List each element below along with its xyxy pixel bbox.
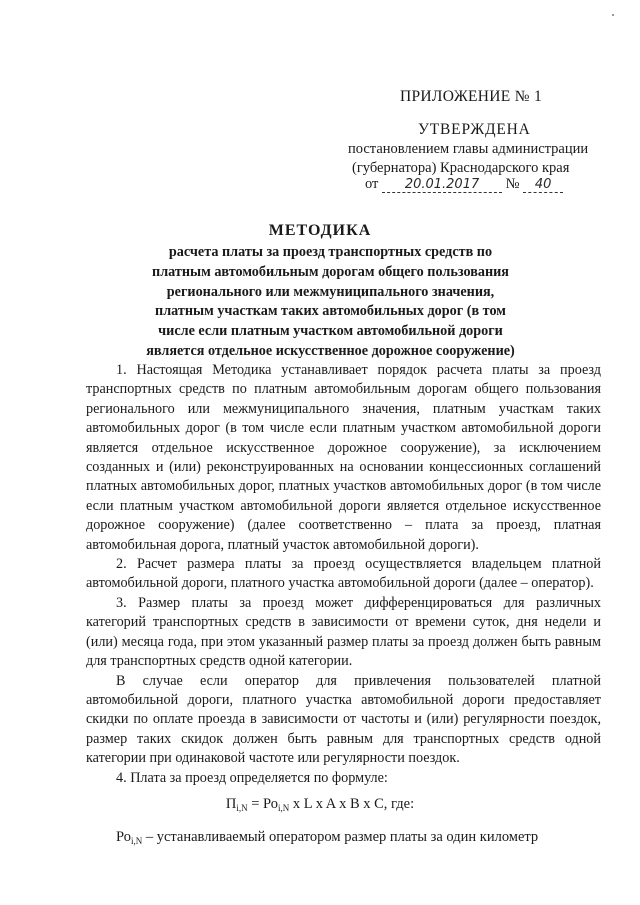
subtitle-line: платным автомобильным дорогам общего пользования (152, 263, 509, 280)
paragraph-3: 3. Размер платы за проезд может дифференцироваться для различных категорий транспортных средств в зависимости от времени суток, дня недели и (или) месяца года, при этом указанный размер платы за проезд должен быть равным для транспортных средств одной категории. (86, 594, 601, 670)
subtitle-line: является отдельное искусственное дорожное сооружение) (146, 342, 515, 359)
paragraph-1: 1. Настоящая Методика устанавливает порядок расчета платы за проезд транспортных средств по платным автомобильным дорогам общего пользования регионального или межмуниципального значения, платным участкам таких автомобильных дорог (в том числе если платным участком автомобильной дороги является отдельное искусственное дорожное сооружение), за исключением созданных и (или) реконструированных на основании концессионных соглашений платных автомобильных дорог, платных участков автомобильных дорог (в том числе если платным участком автомобильной дороги является отдельное искусственное дорожное сооружение) (далее соответственно – плата за проезд, платная автомобильная дорога, платный участок автомобильной дороги). (86, 362, 601, 553)
paragraph-3-continued: В случае если оператор для привлечения пользователей платной автомобильной дороги, платного участка автомобильной дороги предоставляет скидки по оплате проезда в зависимости от частоты и (или) регулярности поездок, размер таких скидок должен быть равным для транспортных средств одной категории при одинаковой частоте или регулярности поездок. (86, 672, 601, 767)
formula-rest: x L x A x B x C, где: (289, 796, 415, 812)
formula-ro-subscript: i,N (278, 803, 290, 813)
fee-formula (0, 796, 640, 813)
handwritten-number: 40 (523, 177, 563, 193)
scan-speck (612, 14, 614, 16)
handwritten-date: 20.01.2017 (382, 177, 502, 193)
paragraph-4: 4. Плата за проезд определяется по формуле: (116, 769, 388, 786)
formula-lhs-subscript: i,N (236, 803, 248, 813)
decree-date-number (365, 176, 563, 193)
document-title: МЕТОДИКА (268, 222, 372, 239)
definition-ro-subscript: i,N (130, 836, 143, 846)
document-subtitle (118, 243, 543, 362)
approval-line-1: постановлением главы администрации (348, 141, 589, 157)
subtitle-line: расчета платы за проезд транспортных средств по (168, 244, 493, 260)
number-prefix: № (505, 176, 520, 192)
subtitle-line: платным участкам таких автомобильных дорог (в том (155, 303, 506, 320)
approved-label: УТВЕРЖДЕНА (418, 121, 531, 138)
definition-ro: Ро (116, 829, 131, 845)
document-body (86, 361, 601, 788)
appendix-label: ПРИЛОЖЕНИЕ № 1 (400, 88, 543, 105)
definition-paragraph (86, 829, 601, 846)
subtitle-line: числе если платным участком автомобильной дороги (158, 323, 503, 340)
formula-equals: = (247, 796, 264, 812)
definition-text: – устанавливаемый оператором размер платы за один километр (142, 829, 539, 845)
subtitle-line: регионального или межмуниципального значения, (166, 283, 495, 300)
formula-ro: Ро (263, 796, 278, 812)
formula-lhs: П (225, 796, 237, 812)
paragraph-2: 2. Расчет размера платы за проезд осуществляется владельцем платной автомобильной дороги, платного участка автомобильной дороги (далее – оператор). (86, 556, 601, 592)
date-prefix: от (365, 176, 379, 192)
approval-line-2: (губернатора) Краснодарского края (352, 160, 570, 176)
